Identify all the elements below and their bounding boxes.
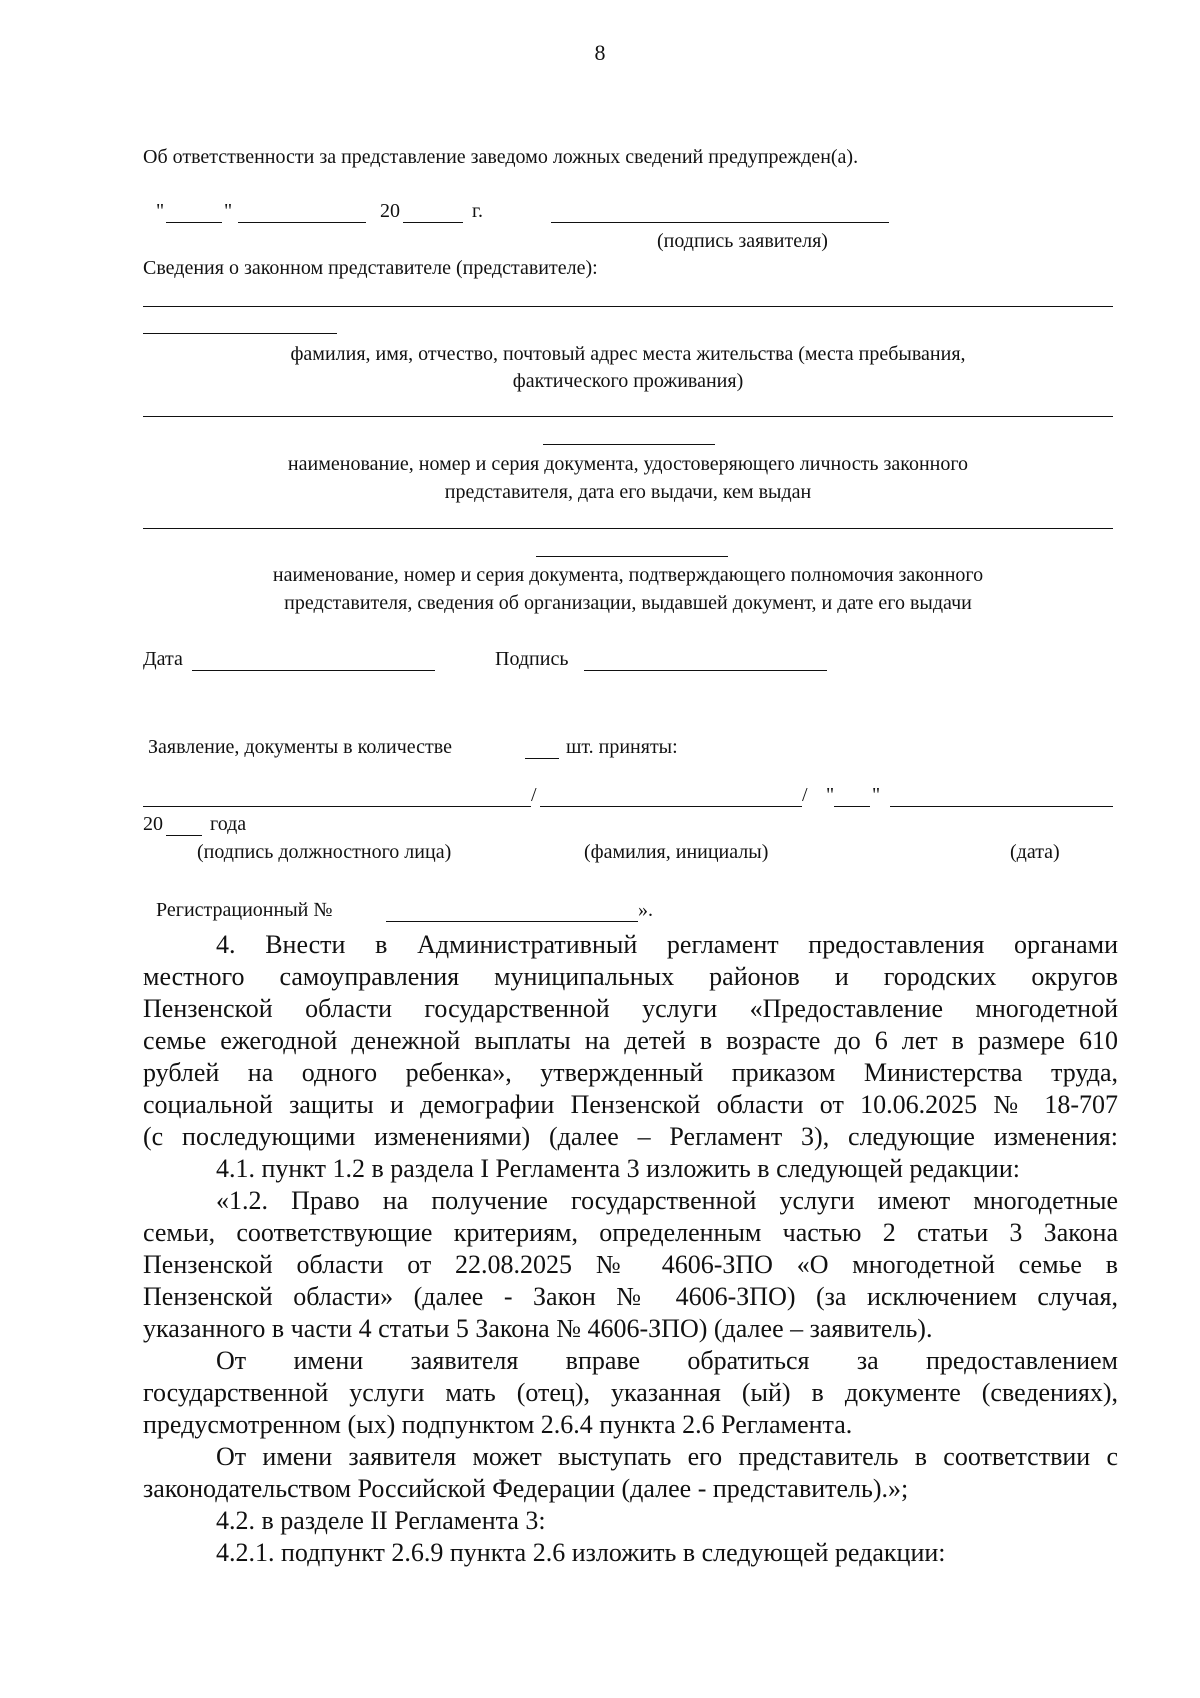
year-suffix-2: года [210, 813, 247, 835]
p12-line: Пензенской области от 22.08.2025 № 4606-ЗПО «О многодетной семье в [143, 1250, 1118, 1279]
day-blank [166, 222, 222, 223]
rep-id-line-2 [543, 444, 715, 445]
count-blank [525, 758, 559, 759]
official-name-blank [540, 806, 802, 807]
p12-line: указанного в части 4 статьи 5 Закона № 4606-ЗПО) (далее – заявитель). [143, 1314, 933, 1343]
quote-close-2: " [872, 784, 881, 806]
caption-auth-1: наименование, номер и серия документа, подтверждающего полномочия законного [272, 564, 984, 586]
p4-line: семье ежегодной денежной выплаты на детей в возрасте до 6 лет в размере 610 [143, 1026, 1118, 1055]
year-prefix-2: 20 [143, 813, 163, 835]
p4-line: социальной защиты и демографии Пензенской области от 10.06.2025 № 18-707 [143, 1090, 1118, 1119]
date-label: Дата [143, 648, 183, 670]
caption-fio-2: фактического проживания) [512, 370, 744, 392]
rep-auth-line-2 [536, 556, 728, 557]
month-blank [238, 222, 366, 223]
date-blank [192, 670, 435, 671]
slash-1: / [531, 784, 537, 806]
rep-id-line-1 [143, 416, 1113, 417]
accepted-prefix: Заявление, документы в количестве [148, 736, 452, 758]
caption-id-2: представителя, дата его выдачи, кем выдан [444, 481, 812, 503]
prep-line: От имени заявителя может выступать его представитель в соответствии с [216, 1442, 1118, 1471]
paragraph-4-1: 4.1. пункт 1.2 в раздела I Регламента 3 изложить в следующей редакции: [216, 1154, 1020, 1183]
day-blank-2 [834, 806, 870, 807]
p4-line: (с последующими изменениями) (далее – Регламент 3), следующие изменения: [143, 1122, 1118, 1151]
reg-suffix: ». [638, 899, 653, 921]
caption-official-name: (фамилия, инициалы) [584, 841, 769, 863]
pfrom-line: предусмотренном (ых) подпунктом 2.6.4 пункта 2.6 Регламента. [143, 1410, 853, 1439]
p4-line: местного самоуправления муниципальных районов и городских округов [143, 962, 1118, 991]
caption-fio-1: фамилия, имя, отчество, почтовый адрес места жительства (места пребывания, [290, 343, 966, 365]
false-info-warning: Об ответственности за представление заведомо ложных сведений предупрежден(а). [143, 146, 859, 168]
quote-open-2: " [826, 784, 835, 806]
prep-line: законодательством Российской Федерации (далее - представитель).»; [143, 1474, 909, 1503]
month-blank-2 [890, 806, 1113, 807]
applicant-signature-blank [551, 222, 889, 223]
year-blank [403, 222, 463, 223]
reg-number-blank [386, 921, 638, 922]
year-prefix: 20 [380, 200, 400, 222]
caption-auth-2: представителя, сведения об организации, выдавшей документ, и дате его выдачи [284, 592, 972, 614]
p4-line: Пензенской области государственной услуги «Предоставление многодетной [143, 994, 1118, 1023]
caption-official-sign: (подпись должностного лица) [197, 841, 452, 863]
p12-line: Пензенской области» (далее - Закон № 4606-ЗПО) (за исключением случая, [143, 1282, 1118, 1311]
quote-close: " [224, 200, 233, 222]
rep-auth-line-1 [143, 528, 1113, 529]
pfrom-line: государственной услуги мать (отец), указанная (ый) в документе (сведениях), [143, 1378, 1118, 1407]
p12-line: «1.2. Право на получение государственной услуги имеют многодетные [216, 1186, 1118, 1215]
quote-open: " [156, 200, 165, 222]
official-sign-blank [143, 806, 531, 807]
year-suffix: г. [472, 200, 483, 222]
paragraph-4-2: 4.2. в разделе II Регламента 3: [216, 1506, 546, 1535]
sign-blank [584, 670, 827, 671]
accepted-suffix: шт. приняты: [566, 736, 678, 758]
slash-2: / [802, 784, 808, 806]
p12-line: семьи, соответствующие критериям, определенным частью 2 статьи 3 Закона [143, 1218, 1118, 1247]
year-blank-2 [166, 835, 202, 836]
p4-line: 4. Внести в Административный регламент предоставления органами [216, 930, 1118, 959]
representative-heading: Сведения о законном представителе (представителе): [143, 257, 598, 279]
rep-fio-line-2 [143, 333, 337, 334]
page-number: 8 [594, 40, 606, 65]
signature-caption: (подпись заявителя) [657, 230, 828, 252]
reg-prefix: Регистрационный № [156, 899, 333, 921]
caption-id-1: наименование, номер и серия документа, удостоверяющего личность законного [287, 453, 969, 475]
sign-label: Подпись [495, 648, 569, 670]
pfrom-line: От имени заявителя вправе обратиться за предоставлением [216, 1346, 1118, 1375]
paragraph-4 [143, 929, 1118, 1569]
p4-line: рублей на одного ребенка», утвержденный приказом Министерства труда, [143, 1058, 1118, 1087]
caption-official-date: (дата) [1010, 841, 1060, 863]
rep-fio-line-1 [143, 306, 1113, 307]
paragraph-4-2-1: 4.2.1. подпункт 2.6.9 пункта 2.6 изложить в следующей редакции: [216, 1538, 946, 1567]
